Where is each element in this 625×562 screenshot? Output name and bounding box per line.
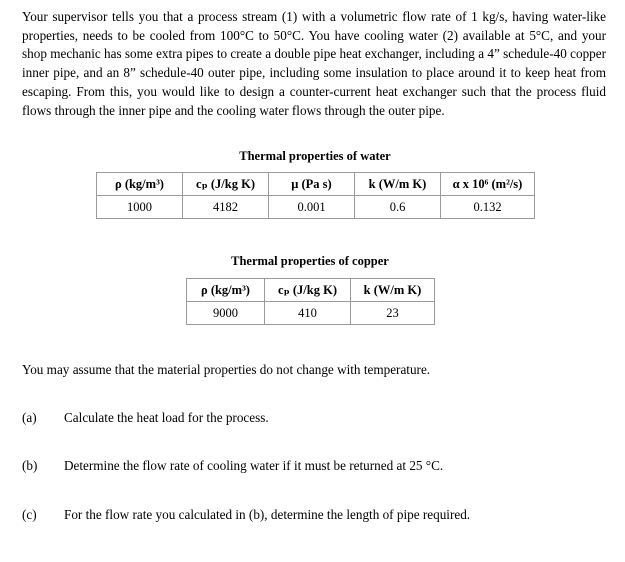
- question-text: For the flow rate you calculated in (b), determine the length of pipe required.: [64, 507, 471, 522]
- table-header-row: [187, 279, 435, 302]
- water-value-diffusivity: 0.132: [441, 196, 535, 219]
- water-header-diffusivity: α x 10⁶ (m²/s): [441, 173, 535, 196]
- copper-header-conductivity: k (W/m K): [351, 279, 435, 302]
- water-header-density: ρ (kg/m³): [97, 173, 183, 196]
- table-header-row: [97, 173, 535, 196]
- copper-value-density: 9000: [187, 302, 265, 325]
- question-label: (b): [22, 458, 38, 473]
- copper-properties-table: [186, 278, 435, 325]
- copper-value-conductivity: 23: [351, 302, 435, 325]
- question-text: Determine the flow rate of cooling water if it must be returned at 25 °C.: [64, 458, 444, 473]
- copper-header-density: ρ (kg/m³): [187, 279, 265, 302]
- table-row: [97, 196, 535, 219]
- water-value-viscosity: 0.001: [269, 196, 355, 219]
- table-row: [187, 302, 435, 325]
- copper-header-cp: cₚ (J/kg K): [265, 279, 351, 302]
- water-table-title: Thermal properties of water: [239, 149, 391, 163]
- question-label: (c): [22, 507, 37, 522]
- question-b: [22, 458, 443, 474]
- water-header-cp: cₚ (J/kg K): [183, 173, 269, 196]
- copper-table-title: Thermal properties of copper: [231, 254, 389, 268]
- water-value-conductivity: 0.6: [355, 196, 441, 219]
- question-a: [22, 410, 269, 426]
- water-value-density: 1000: [97, 196, 183, 219]
- water-value-cp: 4182: [183, 196, 269, 219]
- water-header-conductivity: k (W/m K): [355, 173, 441, 196]
- copper-value-cp: 410: [265, 302, 351, 325]
- question-c: [22, 507, 470, 523]
- water-properties-table: [96, 172, 535, 219]
- water-header-viscosity: μ (Pa s): [269, 173, 355, 196]
- question-text: Calculate the heat load for the process.: [64, 410, 269, 425]
- question-label: (a): [22, 410, 37, 425]
- assumption-note: You may assume that the material properties do not change with temperature.: [22, 362, 431, 377]
- problem-statement: Your supervisor tells you that a process stream (1) with a volumetric flow rate of 1 kg/s, having water-like properties, needs to be cooled from 100°C to 50°C. You have cooling water (2) available at 5°C, and your shop mechanic has some extra pipes to create a double pipe heat exchanger, including a 4” schedule-40 copper inner pipe, and an 8” schedule-40 outer pipe, including some insulation to place around it to keep heat from escaping. From this, you would like to design a counter-current heat exchanger such that the process fluid flows through the inner pipe and the cooling water flows through the outer pipe.: [22, 9, 606, 118]
